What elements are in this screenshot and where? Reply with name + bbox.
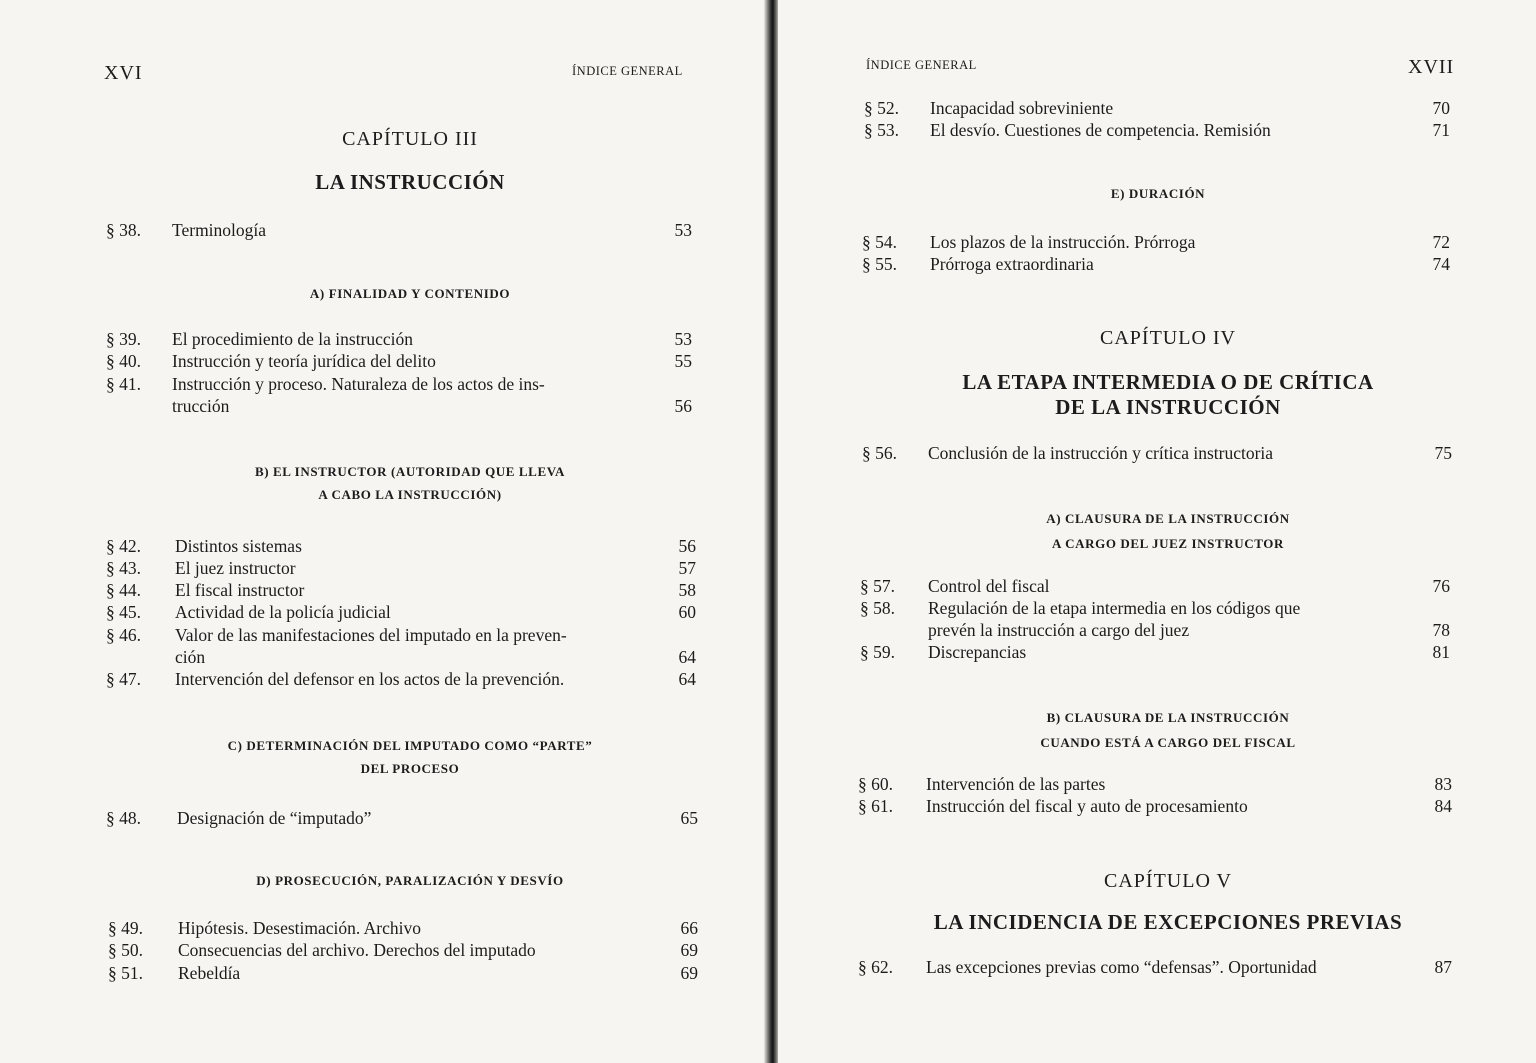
page-ref: 60 [678,602,696,622]
section-number: § 48. [106,808,141,828]
page-ref: 76 [1432,576,1450,596]
chapter-5-title: LA INCIDENCIA DE EXCEPCIONES PREVIAS [933,910,1403,934]
entry-title: Consecuencias del archivo. Derechos del imputado [178,940,539,960]
page-ref: 75 [1434,443,1452,463]
entry-title: Instrucción y proceso. Naturaleza de los actos de ins- [172,374,545,394]
page-ref: 69 [680,940,698,960]
entry-title: Conclusión de la instrucción y crítica instructoria [928,443,1276,463]
page-ref: 65 [680,808,698,828]
section-number: § 40. [106,351,141,371]
entry-title: El juez instructor [175,558,299,578]
page-ref: 57 [678,558,696,578]
page-ref: 78 [1432,620,1450,640]
page-ref: 74 [1432,254,1450,274]
section-number: § 38. [106,220,141,240]
running-head-right: ÍNDICE GENERAL [866,58,977,72]
toc-entry-58[interactable] [860,597,1450,641]
entry-title: Prórroga extraordinaria [930,254,1097,274]
entry-title: El procedimiento de la instrucción [172,329,416,349]
page-ref: 53 [674,220,692,240]
entry-title: El fiscal instructor [175,580,307,600]
section-c-heading-2: DEL PROCESO [360,761,460,776]
section-number: § 41. [106,374,141,394]
entry-title: Hipótesis. Desestimación. Archivo [178,918,424,938]
page-ref: 53 [674,329,692,349]
entry-title-cont: prevén la instrucción a cargo del juez [928,620,1192,640]
entry-title: Discrepancias [928,642,1029,662]
section-number: § 51. [108,963,143,983]
page-ref: 69 [680,963,698,983]
section-a-heading: A) FINALIDAD Y CONTENIDO [309,286,511,301]
section-number: § 56. [862,443,897,463]
entry-title: Rebeldía [178,963,243,983]
entry-title: Los plazos de la instrucción. Prórroga [930,232,1198,252]
section-number: § 62. [858,957,893,977]
section-number: § 47. [106,669,141,689]
section-number: § 55. [862,254,897,274]
entry-title: Valor de las manifestaciones del imputado en la preven- [175,625,567,645]
chapter-3-title: LA INSTRUCCIÓN [315,170,505,194]
page-ref: 55 [674,351,692,371]
entry-title: Terminología [172,220,269,240]
entry-title: Control del fiscal [928,576,1053,596]
section-number: § 49. [108,918,143,938]
page-number-left: XVI [104,62,143,84]
section-b-heading-1: B) EL INSTRUCTOR (AUTORIDAD QUE LLEVA [254,464,566,479]
page-ref: 64 [678,647,696,667]
page-ref: 87 [1434,957,1452,977]
page-ref: 70 [1432,98,1450,118]
entry-title: Regulación de la etapa intermedia en los códigos que [928,598,1301,618]
section-b-heading-1: B) CLAUSURA DE LA INSTRUCCIÓN [1046,710,1290,725]
section-number: § 59. [860,642,895,662]
page-ref: 64 [678,669,696,689]
entry-title: Instrucción del fiscal y auto de procesamiento [926,796,1251,816]
page-ref: 58 [678,580,696,600]
page-number-right: XVII [1408,56,1455,78]
entry-title-cont: trucción [172,396,232,416]
section-number: § 42. [106,536,141,556]
page-ref: 71 [1432,120,1450,140]
section-number: § 60. [858,774,893,794]
chapter-5-label: CAPÍTULO V [1104,870,1232,892]
entry-title: Incapacidad sobreviniente [930,98,1116,118]
section-a-heading-2: A CARGO DEL JUEZ INSTRUCTOR [1052,536,1284,551]
section-number: § 53. [864,120,899,140]
section-number: § 57. [860,576,895,596]
section-a-heading-1: A) CLAUSURA DE LA INSTRUCCIÓN [1046,511,1290,526]
page-ref: 72 [1432,232,1450,252]
page-ref: 83 [1434,774,1452,794]
right-page [778,0,1536,1063]
toc-entry-46[interactable] [106,624,696,668]
section-number: § 46. [106,625,141,645]
section-number: § 45. [106,602,141,622]
chapter-3-label: CAPÍTULO III [342,128,478,150]
entry-title: Distintos sistemas [175,536,305,556]
entry-title-cont: ción [175,647,208,667]
section-number: § 54. [862,232,897,252]
section-number: § 61. [858,796,893,816]
running-head-left: ÍNDICE GENERAL [572,64,683,78]
entry-title: Designación de “imputado” [177,808,374,828]
entry-title: El desvío. Cuestiones de competencia. Remisión [930,120,1274,140]
entry-title: Intervención del defensor en los actos de la prevención. [175,669,565,689]
entry-title: Instrucción y teoría jurídica del delito [172,351,439,371]
chapter-4-title-2: DE LA INSTRUCCIÓN [1055,395,1281,419]
section-number: § 58. [860,598,895,618]
entry-title: Actividad de la policía judicial [175,602,394,622]
section-number: § 52. [864,98,899,118]
chapter-4-label: CAPÍTULO IV [1100,327,1236,349]
section-number: § 44. [106,580,141,600]
section-number: § 39. [106,329,141,349]
section-number: § 50. [108,940,143,960]
section-b-heading-2: CUANDO ESTÁ A CARGO DEL FISCAL [1040,735,1296,750]
toc-entry-41[interactable] [106,373,692,417]
page-ref: 81 [1432,642,1450,662]
page-ref: 84 [1434,796,1452,816]
section-c-heading-1: C) DETERMINACIÓN DEL IMPUTADO COMO “PARTE” [227,738,593,753]
page-ref: 66 [680,918,698,938]
chapter-4-title-1: LA ETAPA INTERMEDIA O DE CRÍTICA [962,370,1374,394]
section-d-heading: D) PROSECUCIÓN, PARALIZACIÓN Y DESVÍO [256,873,564,888]
section-e-heading: E) DURACIÓN [1110,186,1206,201]
section-number: § 43. [106,558,141,578]
section-b-heading-2: A CABO LA INSTRUCCIÓN) [318,487,502,502]
entry-title: Intervención de las partes [926,774,1108,794]
page-ref: 56 [678,536,696,556]
page-ref: 56 [674,396,692,416]
entry-title: Las excepciones previas como “defensas”. Oportunidad [926,957,1317,977]
